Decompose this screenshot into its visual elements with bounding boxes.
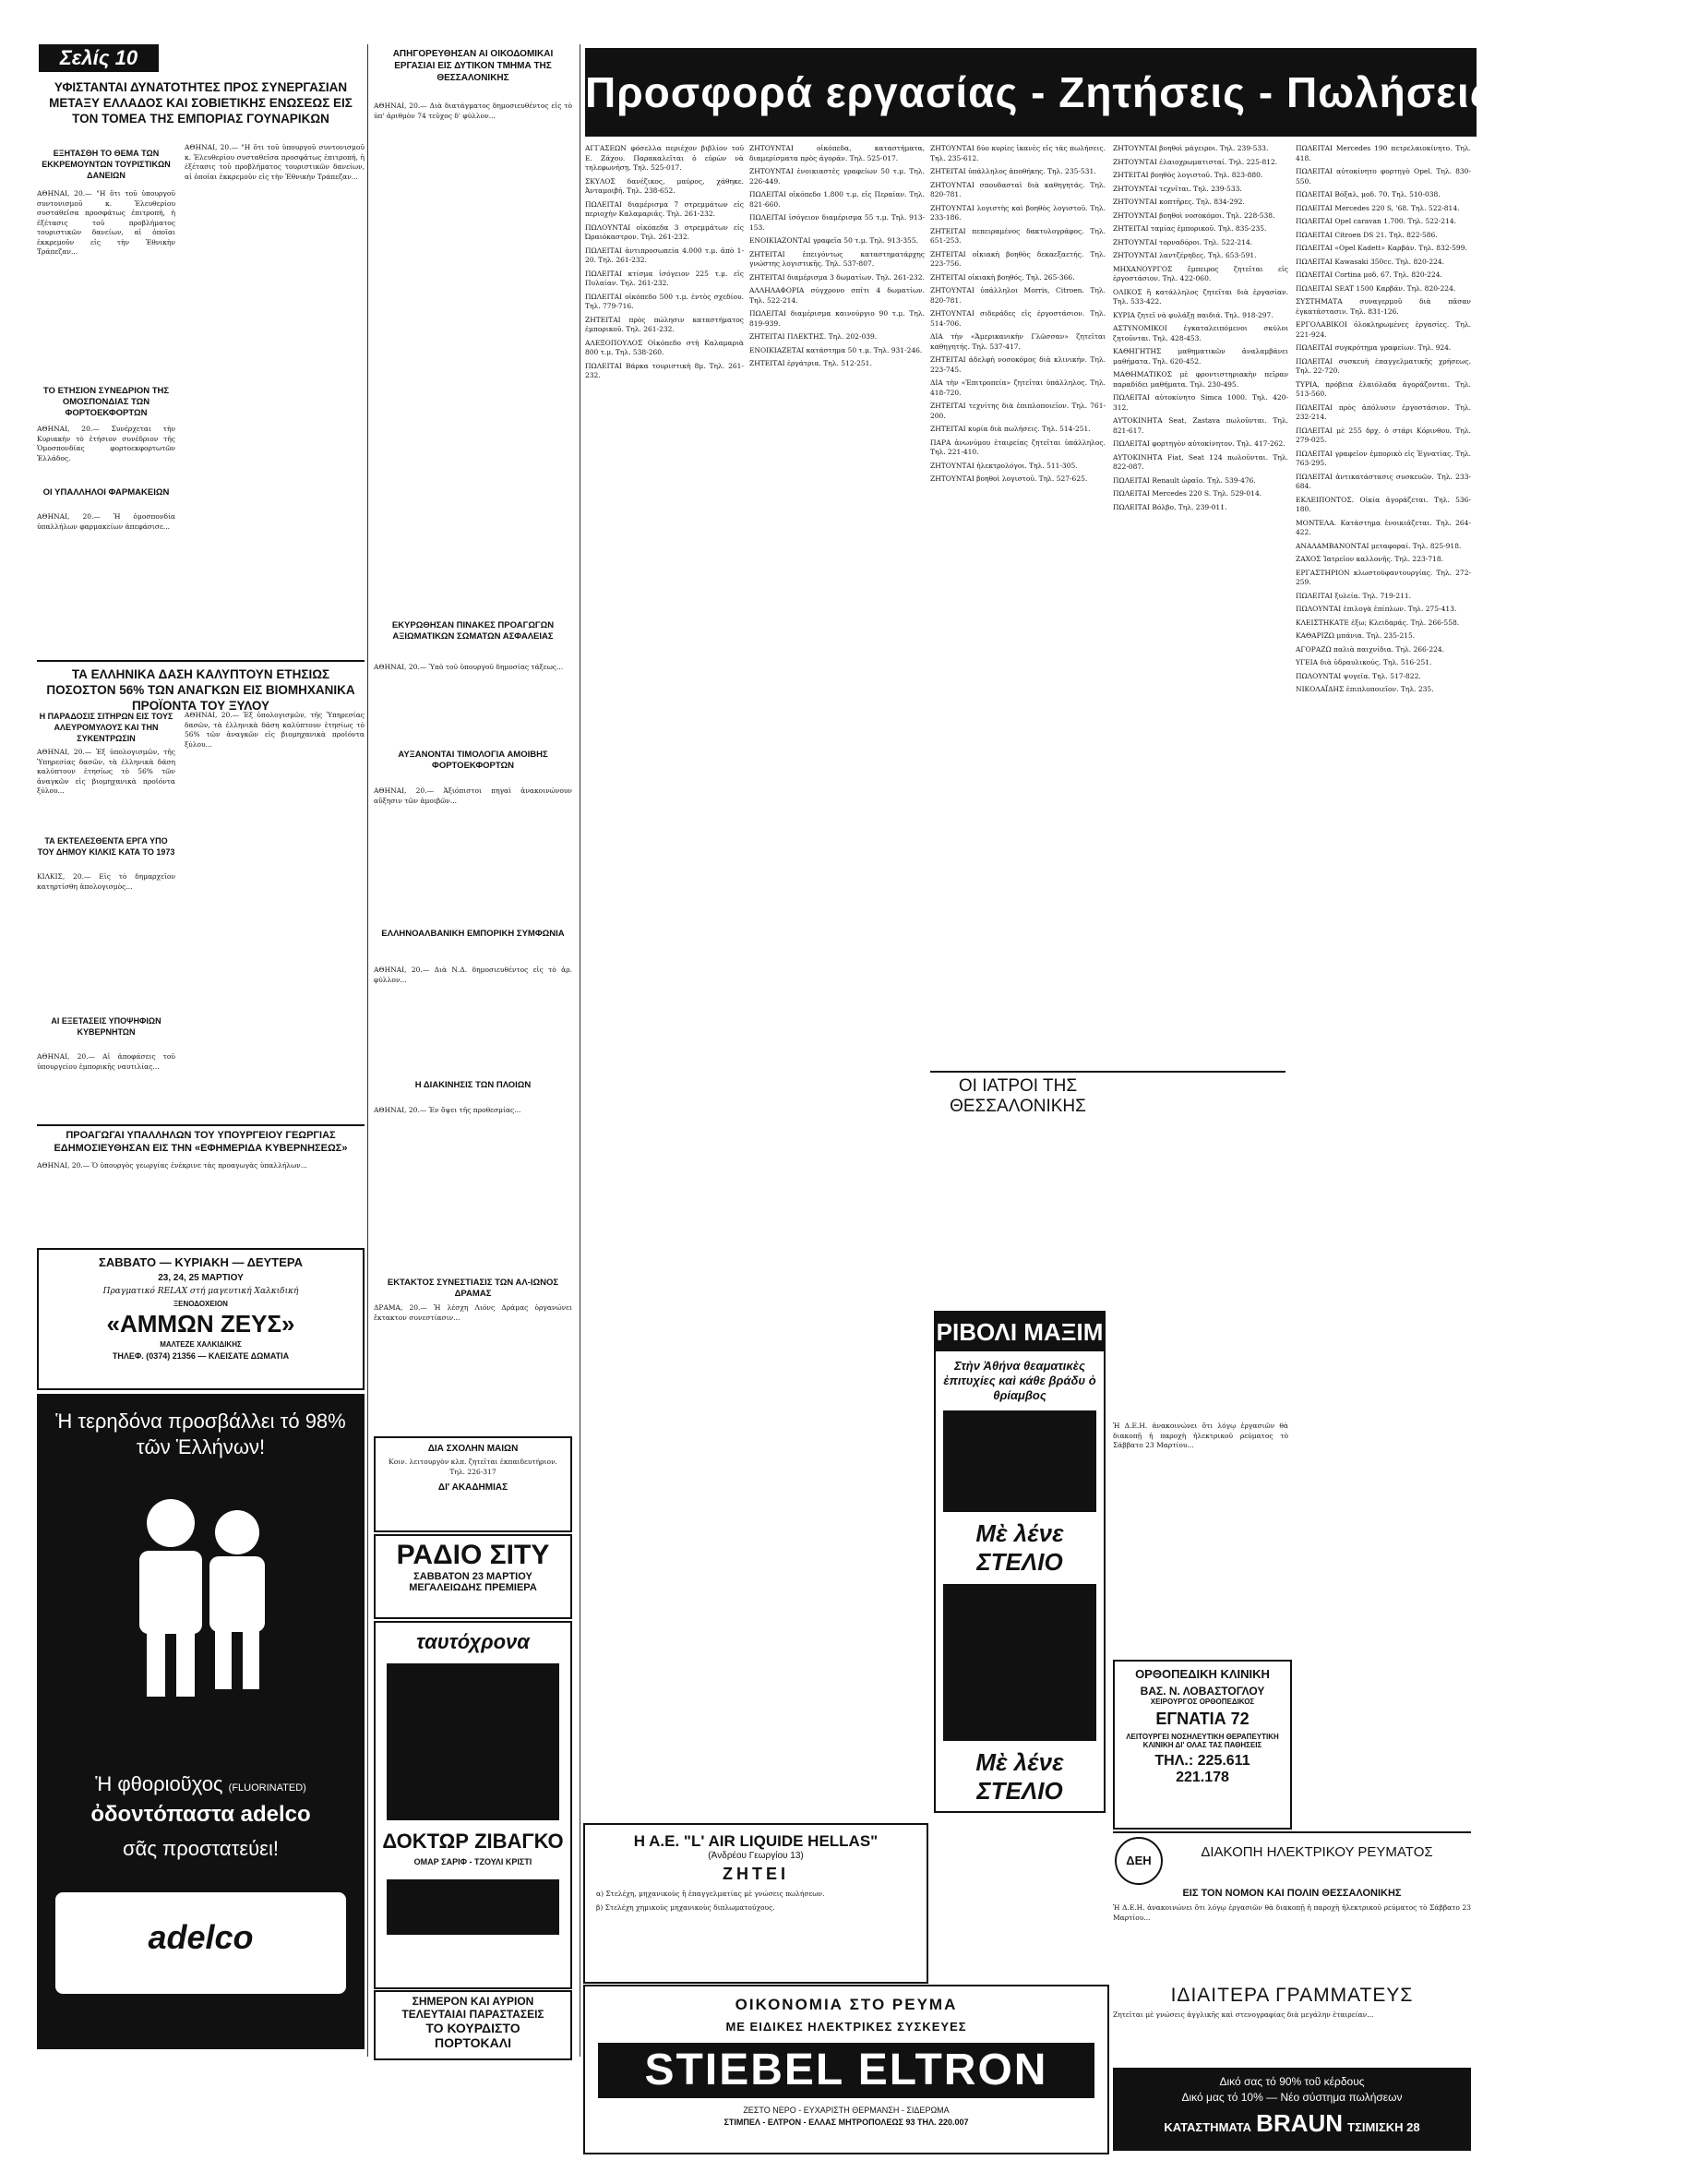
airliquide-seeks: ΖΗΤΕΙ	[723, 1865, 789, 1883]
braun-ad	[1113, 2068, 1471, 2151]
classified-ad: ΤΥΡΙΑ, πρόβεια ἐλαιόλαδα ἀγοράζονται. Τηλ. 513-560.	[1296, 379, 1471, 398]
classified-col-3	[930, 144, 1106, 1067]
adelco-toothpaste: ὀδοντόπαστα adelco	[90, 1802, 311, 1827]
classified-ad: ΖΗΤΟΥΝΤΑΙ τεχνῖται. Τηλ. 239-533.	[1113, 184, 1242, 193]
classifieds-banner: Προσφορά εργασίας - Ζητήσεις - Πωλήσεις - Ακίνητα	[585, 48, 1477, 137]
classified-ad: ΠΩΛΕΙΤΑΙ Opel caravan 1.700. Τηλ. 522-214.	[1296, 217, 1457, 225]
radio-city-ad	[374, 1534, 572, 1619]
synedrion-headline: ΤΟ ΕΤΗΣΙΟΝ ΣΥΝΕΔΡΙΟΝ ΤΗΣ ΟΜΟΣΠΟΝΔΙΑΣ ΤΩΝ ΦΟΡΤΟΕΚΦΟΡΤΩΝ	[42, 386, 170, 418]
airliquide-title: Η Α.Ε. "L' AIR LIQUIDE HELLAS"	[633, 1832, 879, 1850]
classified-ad: ΠΩΛΟΥΝΤΑΙ ψυγεῖα. Τηλ. 517-822.	[1296, 671, 1421, 680]
ammon-dates: 23, 24, 25 ΜΑΡΤΙΟΥ	[158, 1273, 244, 1283]
radio-city-premiere: ΜΕΓΑΛΕΙΩΔΗΣ ΠΡΕΜΙΕΡΑ	[409, 1582, 537, 1593]
classified-ad: ΠΩΛΕΙΤΑΙ Kawasaki 350cc. Τηλ. 820-224.	[1296, 257, 1445, 266]
dei-logo: ΔΕΗ	[1115, 1837, 1163, 1885]
classified-ad: ΕΝΟΙΚΙΑΖΕΤΑΙ κατάστημα 50 τ.μ. Τηλ. 931-246.	[749, 345, 923, 354]
proagogai-headline: ΠΡΟΑΓΩΓΑΙ ΥΠΑΛΛΗΛΩΝ ΤΟΥ ΥΠΟΥΡΓΕΙΟΥ ΓΕΩΡΓΙΑΣ ΕΔΗΜΟΣΙΕΥΘΗΣΑΝ ΕΙΣ ΤΗΝ «ΕΦΗΜΕΡΙΔΑ ΚΥΒΕΡΝΗΣΕΩΣ»	[54, 1130, 348, 1154]
classified-ad: ΠΩΛΕΙΤΑΙ οἰκόπεδο 1.800 τ.μ. εἰς Περαίαν. Τηλ. 821-660.	[749, 190, 925, 209]
classified-ad: ΠΩΛΕΙΤΑΙ Βόλβο. Τηλ. 239-011.	[1113, 502, 1227, 511]
pinakes-body: ΑΘΗΝΑΙ, 20.— Ὑπὸ τοῦ ὑπουργοῦ δημοσίας τάξεως...	[374, 663, 564, 671]
classified-ad: ΖΗΤΕΙΤΑΙ ἀδελφὴ νοσοκόμος διὰ κλινικήν. Τηλ. 223-745.	[930, 355, 1106, 374]
iatroi-headline: ΟΙ ΙΑΤΡΟΙ ΤΗΣ ΘΕΣΣΑΛΟΝΙΚΗΣ	[950, 1076, 1086, 1116]
adelco-headline: Ἡ τερηδόνα προσβάλλει τό 98% τῶν Ἑλλήνων!	[55, 1410, 346, 1458]
adelco-fluoride-label: Ἡ φθοριοῦχος (FLUORINATED)	[95, 1772, 306, 1795]
classified-ad: ΠΩΛΟΥΝΤΑΙ οἰκόπεδα 3 στρεμμάτων εἰς Ὠραιόκαστρον. Τηλ. 261-232.	[585, 222, 744, 241]
adelco-protects: σᾶς προστατεύει!	[123, 1837, 279, 1860]
adelco-brand: adelco	[148, 1918, 254, 1956]
kourdisto-today: ΣΗΜΕΡΟΝ ΚΑΙ ΑΥΡΙΟΝ	[412, 1995, 534, 2008]
classified-ad: ΠΩΛΕΙΤΑΙ ἰσόγειον διαμέρισμα 55 τ.μ. Τηλ. 913-153.	[749, 213, 925, 232]
classified-ad: ΜΑΘΗΜΑΤΙΚΟΣ μὲ φροντιστηριακὴν πεῖραν παραδίδει μαθήματα. Τηλ. 230-495.	[1113, 370, 1288, 389]
classified-ad: ΠΩΛΕΙΤΑΙ ἀντιπροσωπεία 4.000 τ.μ. ἀπὸ 1-20. Τηλ. 261-232.	[585, 246, 744, 264]
iatroi-list: Ἡ Δ.Ε.Η. ἀνακοινώνει ὅτι λόγῳ ἐργασιῶν θὰ διακοπῇ ἡ παροχὴ ἠλεκτρικοῦ ρεύματος τὸ Σάββατο 23 Μαρτίου...	[1113, 1422, 1288, 1449]
classified-ad: ΖΗΤΕΙΤΑΙ τεχνίτης διὰ ἐπιπλοποιεῖον. Τηλ. 761-200.	[930, 402, 1106, 420]
timologia-body: ΑΘΗΝΑΙ, 20.— Ἀξιόπιστοι πηγαὶ ἀνακοινώνουν αὔξησιν τῶν ἀμοιβῶν...	[374, 786, 572, 805]
synedrion-body: ΑΘΗΝΑΙ, 20.— Συνέρχεται τὴν Κυριακὴν τὸ ἐτήσιον συνέδριον τῆς Ὁμοσπονδίας φορτοεκφορτωτῶν Ἑλλάδος.	[37, 425, 175, 462]
synestiasis-headline: ΕΚΤΑΚΤΟΣ ΣΥΝΕΣΤΙΑΣΙΣ ΤΩΝ ΑΛ-ΙΩΝΟΣ ΔΡΑΜΑΣ	[387, 1278, 559, 1299]
braun-store-line: ΚΑΤΑΣΤΗΜΑΤΑ BRAUN ΤΣΙΜΙΣΚΗ 28	[1164, 2109, 1420, 2137]
classified-ad: ΠΩΛΕΙΤΑΙ πρὸς ἀπόλυσιν ἐργοστάσιον. Τηλ. 232-214.	[1296, 402, 1471, 421]
classified-ad: ΠΩΛΟΥΝΤΑΙ ἐπιλογὰ ἐπίπλων. Τηλ. 275-413.	[1296, 605, 1457, 613]
classified-ad: ΠΩΛΕΙΤΑΙ Cortina μοδ. 67. Τηλ. 820-224.	[1296, 270, 1442, 279]
ploion-body: ΑΘΗΝΑΙ, 20.— Ἐν ὄψει τῆς προθεσμίας...	[374, 1106, 521, 1114]
classified-col-4	[1113, 144, 1288, 1418]
classified-ad: ΜΗΧΑΝΟΥΡΓΟΣ ἔμπειρος ζητεῖται εἰς ἐργοστάσιον. Τηλ. 422-060.	[1113, 264, 1288, 282]
classified-ad: ΖΗΤΕΙΤΑΙ ὑπάλληλος ἀποθήκης. Τηλ. 235-531.	[930, 167, 1096, 175]
classified-col-1	[585, 144, 744, 1529]
classified-ad: ΖΗΤΟΥΝΤΑΙ βοηθοὶ νοσοκόμοι. Τηλ. 228-538.	[1113, 210, 1275, 220]
erga-headline: ΤΑ ΕΚΤΕΛΕΣΘΕΝΤΑ ΕΡΓΑ ΥΠΟ ΤΟΥ ΔΗΜΟΥ ΚΙΛΚΙΣ ΚΑΤΑ ΤΟ 1973	[37, 836, 175, 857]
oikodomikai-body: ΑΘΗΝΑΙ, 20.— Διὰ διατάγματος δημοσιευθέντος εἰς τὸ ὑπ' ἀριθμὸν 74 τεῦχος δ' φύλλον...	[374, 102, 572, 120]
stiebel-eltron-ad	[583, 1985, 1109, 2154]
kourdisto-ad	[374, 1990, 572, 2060]
ammon-name: «ΑΜΜΩΝ ΖΕΥΣ»	[106, 1310, 295, 1338]
classified-ad: ΖΗΤΟΥΝΤΑΙ δύο κυρίες ἱκανὲς εἰς τὰς πωλήσεις. Τηλ. 235-612.	[930, 144, 1106, 162]
braun-line-1: Δικό σας τό 90% τοῦ κέρδους	[1219, 2075, 1365, 2088]
classified-ad: ΖΗΤΟΥΝΤΑΙ σπουδασταὶ διὰ καθηγητάς. Τηλ. 820-781.	[930, 180, 1106, 198]
children-icon	[125, 1495, 281, 1717]
classified-ad: ΜΟΝΤΕΛΑ. Κατάστημα ἐνοικιάζεται. Τηλ. 264-422.	[1296, 518, 1471, 536]
classified-ad: ΑΣΤΥΝΟΜΙΚΟΙ ἐγκαταλειπόμενοι σκύλοι ζητοῦνται. Τηλ. 428-453.	[1113, 324, 1288, 342]
timologia-headline: ΑΥΞΑΝΟΝΤΑΙ ΤΙΜΟΛΟΓΙΑ ΑΜΟΙΒΗΣ ΦΟΡΤΟΕΚΦΟΡΤΩΝ	[398, 750, 548, 771]
classified-ad: ΕΡΓΑΣΤΗΡΙΟΝ κλωστοϋφαντουργίας. Τηλ. 272-259.	[1296, 568, 1471, 586]
classified-ad: ΖΗΤΕΙΤΑΙ οἰκιακὴ βοηθὸς δεκαεξαετής. Τηλ. 223-756.	[930, 249, 1106, 268]
ammon-hotel-label: ΞΕΝΟΔΟΧΕΙΟΝ	[173, 1300, 228, 1308]
ammon-zeus-ad	[37, 1248, 365, 1390]
classified-ad: ΖΗΤΕΙΤΑΙ οἰκιακὴ βοηθός. Τηλ. 265-366.	[930, 272, 1075, 282]
air-liquide-ad	[583, 1823, 928, 1984]
exetaseis-body: ΑΘΗΝΑΙ, 20.— Αἱ ἀποφάσεις τοῦ ὑπουργείου ἐμπορικῆς ναυτιλίας...	[37, 1052, 175, 1071]
classified-ad: ΠΩΛΕΙΤΑΙ Citroen DS 21. Τηλ. 822-586.	[1296, 230, 1438, 239]
erga-body: ΚΙΛΚΙΣ, 20.— Εἰς τὸ δημαρχεῖον κατηρτίσθη ἀπολογισμὸς...	[37, 872, 175, 891]
kourdisto-last: ΤΕΛΕΥΤΑΙΑΙ ΠΑΡΑΣΤΑΣΕΙΣ	[401, 2008, 544, 2021]
alvaniki-body: ΑΘΗΝΑΙ, 20.— Διὰ Ν.Δ. δημοσιευθέντος εἰς τὸ ἀρ. φύλλον...	[374, 966, 572, 984]
airliquide-a: α) Στελέχη, μηχανικοὺς ἢ ἐπαγγελματίας μὲ γνώσεις πωλήσεων.	[596, 1890, 825, 1898]
classified-ad: ΑΥΤΟΚΙΝΗΤΑ Fiat, Seat 124 πωλοῦνται. Τηλ. 822-087.	[1113, 452, 1288, 471]
soviet-subhead: ΕΞΗΤΑΣΘΗ ΤΟ ΘΕΜΑ ΤΩΝ ΕΚΚΡΕΜΟΥΝΤΩΝ ΤΟΥΡΙΣΤΙΚΩΝ ΔΑΝΕΙΩΝ	[42, 149, 171, 180]
classified-ad: ΠΩΛΕΙΤΑΙ Βάρκα τουριστικὴ 8μ. Τηλ. 261-232.	[585, 361, 744, 379]
classified-ad: ΖΗΤΟΥΝΤΑΙ τορναδόροι. Τηλ. 522-214.	[1113, 237, 1253, 246]
classified-ad: ΕΝΟΙΚΙΑΖΟΝΤΑΙ γραφεῖα 50 τ.μ. Τηλ. 913-355.	[749, 236, 918, 245]
ploion-headline: Η ΔΙΑΚΙΝΗΣΙΣ ΤΩΝ ΠΛΟΙΩΝ	[414, 1080, 532, 1090]
classified-ad: ΖΗΤΕΙΤΑΙ διαμέρισμα 3 δωματίων. Τηλ. 261-232.	[749, 272, 925, 282]
ortho-desc: ΛΕΙΤΟΥΡΓΕΙ ΝΟΣΗΛΕΥΤΙΚΗ ΘΕΡΑΠΕΥΤΙΚΗ ΚΛΙΝΙΚΗ ΔΙ' ΟΛΑΣ ΤΑΣ ΠΑΘΗΣΕΙΣ	[1126, 1733, 1279, 1749]
classified-ad: ΣΚΥΛΟΣ δανέζικος, μαύρος, χάθηκε. Ἀνταμοιβή. Τηλ. 238-652.	[585, 176, 744, 195]
dei-body: Ἡ Δ.Ε.Η. ἀνακοινώνει ὅτι λόγῳ ἐργασιῶν θὰ διακοπῇ ἡ παροχὴ ἠλεκτρικοῦ ρεύματος τὸ Σάββατο 23 Μαρτίου...	[1113, 1903, 1471, 1922]
dasi-body-2: ΑΘΗΝΑΙ, 20.— Ἐξ ὑπολογισμῶν, τῆς Ὑπηρεσίας δασῶν, τὰ ἑλληνικὰ δάση καλύπτουν ἐτησίως τὸ 56% τῶν ἀναγκῶν εἰς βιομηχανικὰ προϊόντα ξύλου...	[185, 711, 365, 749]
stiebel-sub: ΜΕ ΕΙΔΙΚΕΣ ΗΛΕΚΤΡΙΚΕΣ ΣΥΣΚΕΥΕΣ	[725, 2020, 967, 2034]
scholi-body: Κοιν. λειτουργὸν κλπ. ζητεῖται ἐκπαιδευτήριον. Τηλ. 226-317	[389, 1458, 557, 1476]
classified-ad: ΖΗΤΟΥΝΤΑΙ σιδεράδες εἰς ἐργοστάσιον. Τηλ. 514-706.	[930, 309, 1106, 328]
soviet-body-2: ΑΘΗΝΑΙ, 20.— "Η ὅτι τοῦ ὑπουργοῦ συντονισμοῦ κ. Ἐλευθερίου συσταθεῖσα προσφάτως ἐπιτροπή, ἡ ἐξέτασις τοῦ προβλήματος τουριστικῶν δανείων, αἱ ὁποῖαι ἐκκρεμοῦν εἰς τὴν Ἐθνικὴν Τράπεζαν...	[185, 143, 365, 181]
classified-ad: ΖΗΤΟΥΝΤΑΙ ἡλεκτρολόγοι. Τηλ. 511-305.	[930, 461, 1078, 470]
classified-ad: ΖΗΤΟΥΝΤΑΙ βοηθοὶ λογιστοῦ. Τηλ. 527-625.	[930, 474, 1088, 483]
page-number-badge: Σελίς 10	[39, 44, 159, 72]
classified-ad: ΠΩΛΕΙΤΑΙ φορτηγὸν αὐτοκίνητον. Τηλ. 417-262.	[1113, 439, 1285, 448]
radio-city-title: ΡΑΔΙΟ ΣΙΤΥ	[396, 1540, 550, 1570]
classified-ad: ΠΩΛΕΙΤΑΙ Βόξαλ, μοδ. 70. Τηλ. 510-038.	[1296, 190, 1441, 198]
classified-ad: ΖΗΤΟΥΝΤΑΙ οἰκόπεδα, καταστήματα, διαμερίσματα πρὸς ἀγοράν. Τηλ. 525-017.	[749, 144, 925, 162]
stiebel-contact: ΣΤΙΜΠΕΛ - ΕΛΤΡΟΝ - ΕΛΛΑΣ ΜΗΤΡΟΠΟΛΕΩΣ 93 ΤΗΛ. 220.007	[723, 2118, 969, 2127]
classified-ad: ΠΩΛΕΙΤΑΙ συσκευὴ ἐπαγγελματικῆς χρήσεως. Τηλ. 22-720.	[1296, 356, 1471, 375]
exetaseis-headline: ΑΙ ΕΞΕΤΑΣΕΙΣ ΥΠΟΨΗΦΙΩΝ ΚΥΒΕΡΝΗΤΩΝ	[51, 1016, 161, 1037]
kourdisto-title-2: ΠΟΡΤΟΚΑΛΙ	[435, 2035, 511, 2050]
classified-ad: ΖΗΤΟΥΝΤΑΙ ἐνοικιαστὲς γραφείων 50 τ.μ. Τηλ. 226-449.	[749, 167, 925, 186]
classified-ad: ΖΗΤΕΙΤΑΙ ἐπειγόντως καταστηματάρχης γνώστης λογιστικῆς. Τηλ. 537-807.	[749, 249, 925, 268]
classified-ad: ΠΩΛΕΙΤΑΙ αὐτοκίνητο Simca 1000. Τηλ. 420-312.	[1113, 393, 1288, 412]
classified-ad: ΑΥΤΟΚΙΝΗΤΑ Seat, Zastava πωλοῦνται. Τηλ. 821-617.	[1113, 416, 1288, 435]
classified-ad: ΠΑΡΑ ἀνωνύμου ἑταιρείας ζητεῖται ὑπάλληλος. Τηλ. 221-410.	[930, 438, 1106, 456]
classified-ad: ΠΩΛΕΙΤΑΙ Renault ὡραῖο. Τηλ. 539-476.	[1113, 475, 1256, 485]
adelco-ad	[37, 1394, 365, 2049]
classified-ad: ΠΩΛΕΙΤΑΙ ξυλεία. Τηλ. 719-211.	[1296, 591, 1412, 600]
soviet-body: ΑΘΗΝΑΙ, 20.— "Η ὅτι τοῦ ὑπουργοῦ συντονισμοῦ κ. Ἐλευθερίου συσταθεῖσα προσφάτως ἐπιτροπή, ἡ ἐξέτασις τοῦ προβλήματος τουριστικῶν δανείων, αἱ ὁποῖαι ἐκκρεμοῦν εἰς τὴν Ἐθνικὴν Τράπεζαν...	[37, 189, 175, 256]
farmakeia-body: ΑΘΗΝΑΙ, 20.— Ἡ ὁμοσπονδία ὑπαλλήλων φαρμακείων ἀπεφάσισε...	[37, 512, 175, 531]
classified-ad: ΚΛΕΙΣΤΗΚΑΤΕ ἐξω; Κλειδαράς. Τηλ. 266-558.	[1296, 618, 1460, 627]
classified-ad: ΖΗΤΟΥΝΤΑΙ βοηθοὶ μάγειροι. Τηλ. 239-533.	[1113, 144, 1269, 152]
scholi-title: ΔΙΑ ΣΧΟΛΗΝ ΜΑΙΩΝ	[427, 1444, 519, 1454]
stiebel-brand: STIEBEL ELTRON	[598, 2043, 1094, 2098]
classified-ad: ΥΓΕΙΑ διὰ ὑδραυλικούς. Τηλ. 516-251.	[1296, 658, 1432, 666]
classified-ad: ΕΡΓΟΛΑΒΙΚΟΙ ὁλοκληρωμένες ἐργασίες. Τηλ. 221-924.	[1296, 320, 1471, 339]
stiebel-desc: ΖΕΣΤΟ ΝΕΡΟ - ΕΥΧΑΡΙΣΤΗ ΘΕΡΜΑΝΣΗ - ΣΙΔΕΡΩΜΑ	[743, 2106, 950, 2115]
zhivago-ad	[374, 1621, 572, 1989]
classified-ad: ΠΩΛΕΙΤΑΙ Mercedes 220 S. Τηλ. 529-014.	[1113, 489, 1262, 498]
grammateus-body: Ζητεῖται μὲ γνώσεις ἀγγλικῆς καὶ στενογραφίας διὰ μεγάλην ἑταιρείαν...	[1113, 2010, 1374, 2019]
classified-ad: ΖΗΤΟΥΝΤΑΙ ἐλαιοχρωματισταί. Τηλ. 225-812.	[1113, 157, 1278, 166]
classified-ad: ΠΩΛΕΙΤΑΙ SEAT 1500 Καρβάν. Τηλ. 820-224.	[1296, 283, 1456, 293]
classified-ad: ΠΩΛΕΙΤΑΙ διαμέρισμα 7 στρεμμάτων εἰς περιοχὴν Καλαμαριᾶς. Τηλ. 261-232.	[585, 199, 744, 218]
classified-ad: ΖΗΤΟΥΝΤΑΙ λαντζέρηδες. Τηλ. 653-591.	[1113, 251, 1257, 259]
scholi-title-2: ΔΙ' ΑΚΑΔΗΜΙΑΣ	[437, 1482, 508, 1493]
rivoli-maxim-ad	[934, 1311, 1106, 1813]
scholi-ad	[374, 1436, 572, 1532]
dei-headline: ΔΙΑΚΟΠΗ ΗΛΕΚΤΡΙΚΟΥ ΡΕΥΜΑΤΟΣ	[1201, 1844, 1433, 1860]
dasi-headline: ΤΑ ΕΛΛΗΝΙΚΑ ΔΑΣΗ ΚΑΛΥΠΤΟΥΝ ΕΤΗΣΙΩΣ ΠΟΣΟΣΤΟΝ 56% ΤΩΝ ΑΝΑΓΚΩΝ ΕΙΣ ΒΙΟΜΗΧΑΝΙΚΑ ΠΡΟΪΟΝΤΑ ΤΟΥ ΞΥΛΟΥ	[46, 667, 355, 713]
pinakes-headline: ΕΚΥΡΩΘΗΣΑΝ ΠΙΝΑΚΕΣ ΠΡΟΑΓΩΓΩΝ ΑΞΙΩΜΑΤΙΚΩΝ ΣΩΜΑΤΩΝ ΑΣΦΑΛΕΙΑΣ	[391, 620, 555, 642]
dasi-subhead: Η ΠΑΡΑΔΟΣΙΣ ΣΙΤΗΡΩΝ ΕΙΣ ΤΟΥΣ ΑΛΕΥΡΟΜΥΛΟΥΣ ΚΑΙ ΤΗΝ ΣΥΚΕΝΤΡΩΣΙΝ	[39, 712, 173, 743]
classified-ad: ΚΑΘΑΡΙΖΩ μπάνια. Τηλ. 235-215.	[1296, 631, 1416, 640]
classified-ad: ΠΩΛΕΙΤΑΙ οἰκόπεδο 500 τ.μ. ἐντὸς σχεδίου. Τηλ. 779-716.	[585, 292, 744, 310]
grammateus-headline: ΙΔΙΑΙΤΕΡΑ ΓΡΑΜΜΑΤΕΥΣ	[1170, 1985, 1414, 2006]
classified-ad: ΖΗΤΟΥΝΤΑΙ κοπτῆρες. Τηλ. 834-292.	[1113, 198, 1245, 206]
classified-ad: ΑΓΟΡΑΖΩ παλιὰ παιχνίδια. Τηλ. 266-224.	[1296, 644, 1445, 654]
classified-ad: ΠΩΛΕΙΤΑΙ «Opel Kadett» Καρβάν. Τηλ. 832-599.	[1296, 244, 1467, 252]
braun-brand: BRAUN	[1256, 2109, 1344, 2137]
classified-ad: ΠΩΛΕΙΤΑΙ Mercedes 190 πετρελαιοκίνητο. Τηλ. 418.	[1296, 144, 1471, 162]
ammon-relax: Πραγματικό RELAX στή μαγευτική Χαλκιδική	[102, 1287, 299, 1296]
classified-ad: ΖΗΤΕΙΤΑΙ ΠΛΕΚΤΗΣ. Τηλ. 202-039.	[749, 332, 878, 341]
classified-ad: ΖΗΤΕΙΤΑΙ βοηθὸς λογιστοῦ. Τηλ. 823-880.	[1113, 171, 1263, 179]
rivoli-film-2: Μὲ λένε ΣΤΕΛΙΟ	[975, 1748, 1064, 1805]
classified-ad: ΠΩΛΕΙΤΑΙ κτίσμα ἰσόγειον 225 τ.μ. εἰς Πυλαίαν. Τηλ. 261-232.	[585, 269, 744, 287]
orthopediki-ad	[1113, 1660, 1292, 1830]
oikodomikai-headline: ΑΠΗΓΟΡΕΥΘΗΣΑΝ ΑΙ ΟΙΚΟΔΟΜΙΚΑΙ ΕΡΓΑΣΙΑΙ ΕΙΣ ΔΥΤΙΚΟΝ ΤΜΗΜΑ ΤΗΣ ΘΕΣΣΑΛΟΝΙΚΗΣ	[392, 49, 554, 83]
dei-subhead: ΕΙΣ ΤΟΝ ΝΟΜΟΝ ΚΑΙ ΠΟΛΙΝ ΘΕΣΣΑΛΟΝΙΚΗΣ	[1182, 1888, 1402, 1899]
kourdisto-title-1: ΤΟ ΚΟΥΡΔΙΣΤΟ	[425, 2021, 520, 2035]
classified-ad: ΖΗΤΕΙΤΑΙ ταμίας ἐμπορικοῦ. Τηλ. 835-235.	[1113, 224, 1267, 233]
airliquide-address: (Ἀνδρέου Γεωργίου 13)	[708, 1851, 804, 1861]
synestiasis-body: ΔΡΑΜΑ, 20.— Ἡ λέσχη Λιόνς Δράμας ὀργανώνει ἔκτακτον συνεστίασιν...	[374, 1303, 572, 1322]
classified-ad: ΠΩΛΕΙΤΑΙ Mercedes 220 S, '68. Τηλ. 522-814.	[1296, 203, 1460, 212]
classified-ad: ΝΙΚΟΛΑΪΔΗΣ ἐπιπλοποιεῖον. Τηλ. 235.	[1296, 685, 1434, 693]
ortho-title: ΟΡΘΟΠΕΔΙΚΗ ΚΛΙΝΙΚΗ	[1135, 1667, 1270, 1681]
soviet-headline: ΥΦΙΣΤΑΝΤΑΙ ΔΥΝΑΤΟΤΗΤΕΣ ΠΡΟΣ ΣΥΝΕΡΓΑΣΙΑΝ ΜΕΤΑΞΥ ΕΛΛΑΔΟΣ ΚΑΙ ΣΟΒΙΕΤΙΚΗΣ ΕΝΩΣΕΩΣ ΕΙΣ ΤΟΝ ΤΟΜΕΑ ΤΗΣ ΕΜΠΟΡΙΑΣ ΓΟΥΝΑΡΙΚΩΝ	[49, 80, 353, 126]
alvaniki-headline: ΕΛΛΗΝΟΑΛΒΑΝΙΚΗ ΕΜΠΟΡΙΚΗ ΣΥΜΦΩΝΙΑ	[381, 929, 565, 939]
classified-ad: ΔΙΑ τὴν «Ἀμερικανικὴν Γλῶσσαν» ζητεῖται καθηγητής. Τηλ. 537-417.	[930, 332, 1106, 351]
rivoli-film: Μὲ λένε ΣΤΕΛΙΟ	[975, 1519, 1064, 1576]
classified-ad: ΚΥΡΙΑ ζητεῖ νὰ φυλάξῃ παιδιά. Τηλ. 918-297.	[1113, 310, 1274, 319]
classified-ad: ΑΓΓΑΣΕΩΝ φόσελλα περιέχον βιβλίον τοῦ Ε. Ζάχου. Παρακαλεῖται ὁ εὑρὼν νὰ τηλεφωνήσῃ. Τηλ. 525-017.	[585, 144, 744, 172]
classified-ad: ΣΥΣΤΗΜΑΤΑ συναγερμοῦ διὰ πᾶσαν ἐγκατάστασιν. Τηλ. 831-126.	[1296, 297, 1471, 316]
classified-ad: ΖΗΤΕΙΤΑΙ πρὸς πώλησιν καταστήματος ἐμπορικοῦ. Τηλ. 261-232.	[585, 315, 744, 333]
classified-col-2	[749, 144, 925, 1169]
classified-ad: ΑΝΑΛΑΜΒΑΝΟΝΤΑΙ μεταφοραί. Τηλ. 825-918.	[1296, 541, 1462, 550]
stiebel-top: ΟΙΚΟΝΟΜΙΑ ΣΤΟ ΡΕΥΜΑ	[735, 1996, 958, 2013]
classified-ad: ΠΩΛΕΙΤΑΙ συγκρότημα γραφείων. Τηλ. 924.	[1296, 343, 1452, 352]
zhivago-cast: ΟΜΑΡ ΣΑΡΙΦ - ΤΖΟΥΛΙ ΚΡΙΣΤΙ	[413, 1857, 532, 1866]
classified-ad: ΖΗΤΕΙΤΑΙ ἐργάτρια. Τηλ. 512-251.	[749, 359, 872, 367]
classified-ad: ΖΗΤΕΙΤΑΙ κυρία διὰ πωλήσεις. Τηλ. 514-251.	[930, 425, 1091, 433]
classified-ad: ΖΗΤΟΥΝΤΑΙ ὑπάλληλοι Morris, Citroen. Τηλ. 820-781.	[930, 286, 1106, 305]
ammon-phone: ΤΗΛΕΦ. (0374) 21356 — ΚΛΕΙΣΑΤΕ ΔΩΜΑΤΙΑ	[112, 1351, 290, 1361]
classified-ad: ΑΛΕΞΟΠΟΥΛΟΣ Οἰκόπεδο στὴ Καλαμαριὰ 800 τ.μ. Τηλ. 538-260.	[585, 338, 744, 356]
classified-ad: ΖΗΤΟΥΝΤΑΙ λογιστὴς καὶ βοηθὸς λογιστοῦ. Τηλ. 233-186.	[930, 203, 1106, 222]
classified-ad: ΠΩΛΕΙΤΑΙ διαμέρισμα καινούργιο 90 τ.μ. Τηλ. 819-939.	[749, 309, 925, 328]
farmakeia-headline: ΟΙ ΥΠΑΛΛΗΛΟΙ ΦΑΡΜΑΚΕΙΩΝ	[42, 487, 170, 498]
classified-ad: ΑΛΛΗΛΑΦΟΡΙΑ σύγχρονο σπίτι 4 δωματίων. Τηλ. 522-214.	[749, 286, 925, 305]
proagogai-body: ΑΘΗΝΑΙ, 20.— Ὁ ὑπουργὸς γεωργίας ἐνέκρινε τὰς προαγωγὰς ὑπαλλήλων...	[37, 1161, 307, 1170]
zhivago-title: ΔΟΚΤΩΡ ΖΙΒΑΓΚΟ	[382, 1830, 564, 1853]
ammon-location: ΜΑΛΤΕΖΕ ΧΑΛΚΙΔΙΚΗΣ	[160, 1340, 242, 1349]
rivoli-body: Στὴν Ἀθήνα θεαματικὲς ἐπιτυχίες καὶ κάθε βράδυ ὁ θρίαμβος	[943, 1359, 1096, 1402]
classified-ad: ΠΩΛΕΙΤΑΙ αὐτοκίνητο φορτηγὸ Opel. Τηλ. 830-550.	[1296, 167, 1471, 186]
ortho-doctor: ΒΑΣ. Ν. ΛΟΒΑΣΤΟΓΛΟΥ	[1140, 1685, 1265, 1698]
classified-ad: ΖΗΤΕΙΤΑΙ πεπειραμένος δακτυλογράφος. Τηλ. 651-253.	[930, 226, 1106, 245]
classified-ad: ΚΑΘΗΓΗΤΗΣ μαθηματικῶν ἀναλαμβάνει μαθήματα. Τηλ. 620-452.	[1113, 347, 1288, 366]
ammon-days: ΣΑΒΒΑΤΟ — ΚΥΡΙΑΚΗ — ΔΕΥΤΕΡΑ	[99, 1255, 303, 1269]
classified-ad: ΠΩΛΕΙΤΑΙ γραφεῖον ἐμπορικὸ εἰς Ἐγνατίας. Τηλ. 763-295.	[1296, 449, 1471, 467]
dasi-body: ΑΘΗΝΑΙ, 20.— Ἐξ ὑπολογισμῶν, τῆς Ὑπηρεσίας δασῶν, τὰ ἑλληνικὰ δάση καλύπτουν ἐτησίως τὸ 56% τῶν ἀναγκῶν εἰς βιομηχανικὰ προϊόντα ξύλου...	[37, 748, 175, 795]
classified-col-5	[1296, 144, 1471, 1806]
ortho-role: ΧΕΙΡΟΥΡΓΟΣ ΟΡΘΟΠΕΔΙΚΟΣ	[1150, 1698, 1255, 1706]
classified-ad: ΠΩΛΕΙΤΑΙ ἀντικατάστασις συσκευῶν. Τηλ. 233-684.	[1296, 472, 1471, 490]
radio-city-date: ΣΑΒΒΑΤΟΝ 23 ΜΑΡΤΙΟΥ	[413, 1571, 532, 1582]
ortho-address: ΕΓΝΑΤΙΑ 72	[1155, 1710, 1250, 1728]
classified-ad: ΖΑΧΟΣ Ἰατρεῖον καλλονῆς. Τηλ. 223-718.	[1296, 555, 1443, 563]
rivoli-title: ΡΙΒΟΛΙ ΜΑΞΙΜ	[936, 1313, 1104, 1351]
zhivago-simultaneous: ταυτόχρονα	[416, 1630, 530, 1653]
classified-ad: ΠΩΛΕΙΤΑΙ μὲ 255 δρχ. ὁ στάρι Κόρινθου. Τηλ. 279-025.	[1296, 426, 1471, 444]
airliquide-b: β) Στελέχη χημικοὺς μηχανικοὺς διπλωματούχους.	[596, 1902, 775, 1912]
classified-ad: ΔΙΑ τὴν «Ἐπιτροπεία» ζητεῖται ὑπάλληλος. Τηλ. 418-720.	[930, 378, 1106, 397]
classified-ad: ΟΛΙΚΟΣ ἢ κατάλληλος ζητεῖται διὰ ἐργασίαν. Τηλ. 533-422.	[1113, 287, 1288, 306]
classified-ad: ΕΚΛΕΙΠΟΝΤΟΣ. Οἰκία ἀγοράζεται. Τηλ. 536-180.	[1296, 495, 1471, 513]
braun-line-2: Δικό μας τό 10% — Νέο σύστημα πωλήσεων	[1181, 2091, 1403, 2104]
ortho-phones: ΤΗΛ.: 225.611 221.178	[1154, 1753, 1250, 1785]
